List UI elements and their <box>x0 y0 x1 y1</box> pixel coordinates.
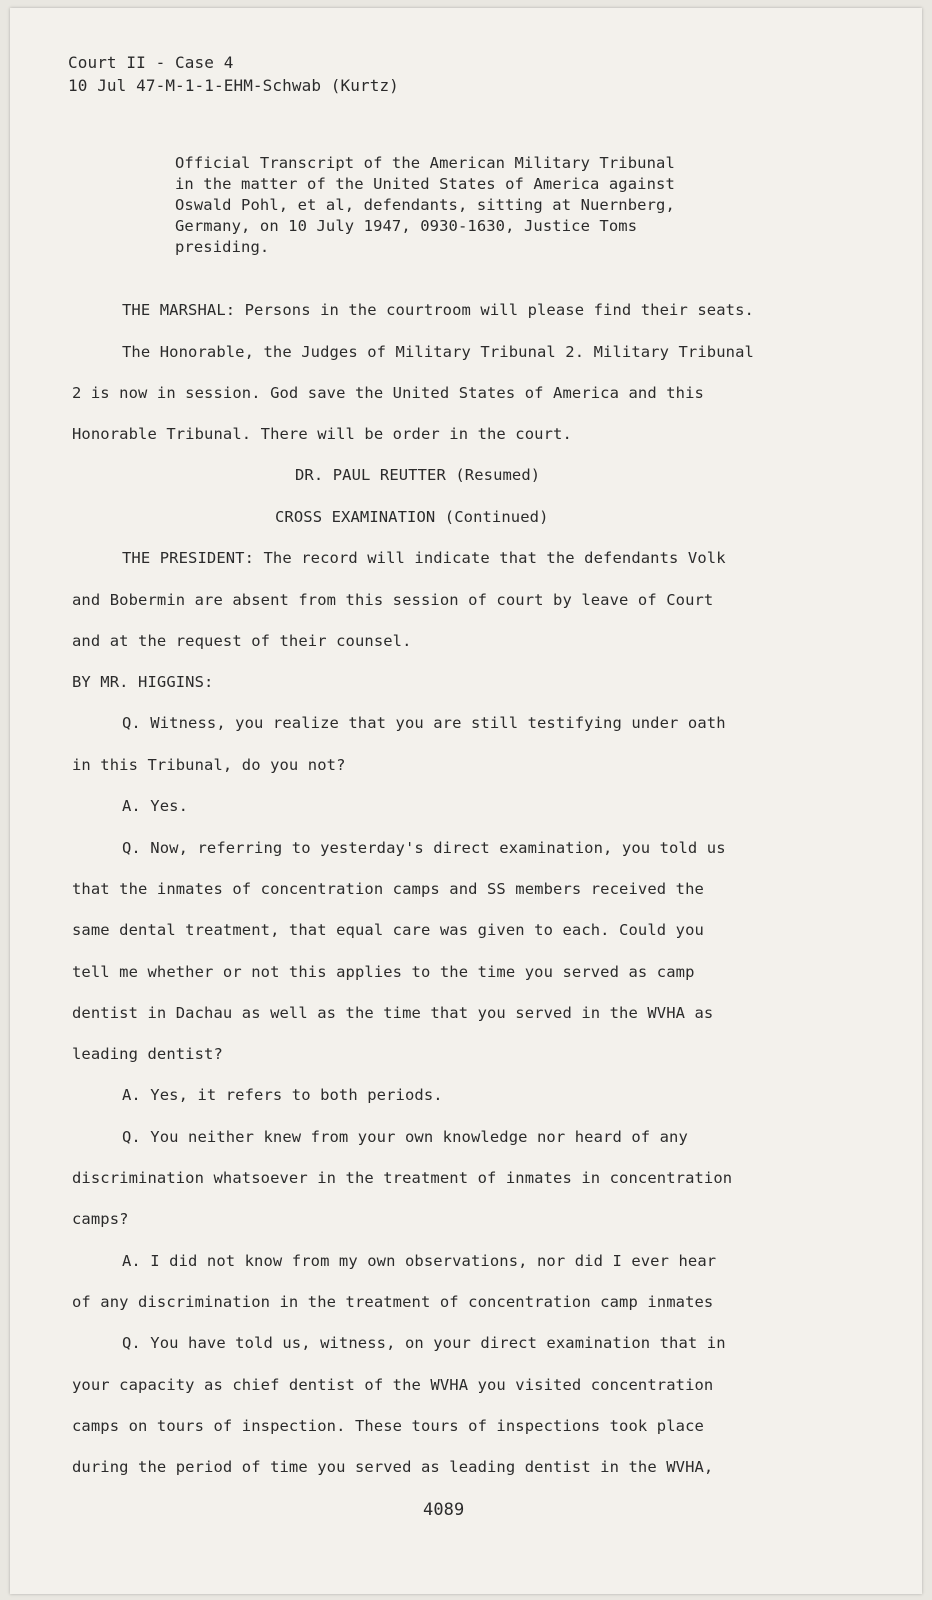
body-line: and Bobermin are absent from this session of court by leave of Court <box>72 591 714 609</box>
body-line: leading dentist? <box>72 1045 223 1063</box>
caption-line: presiding. <box>175 238 270 256</box>
examiner-heading: BY MR. HIGGINS: <box>72 673 214 691</box>
header-court-case: Court II - Case 4 <box>68 53 234 72</box>
body-line: and at the request of their counsel. <box>72 632 412 650</box>
body-line: Q. Now, referring to yesterday's direct examination, you told us <box>122 839 726 857</box>
body-line: Q. You have told us, witness, on your direct examination that in <box>122 1334 726 1352</box>
body-line: A. I did not know from my own observations, nor did I ever hear <box>122 1252 717 1270</box>
body-line: your capacity as chief dentist of the WVHA you visited concentration <box>72 1376 714 1394</box>
body-line: camps? <box>72 1210 129 1228</box>
body-line: The Honorable, the Judges of Military Tribunal 2. Military Tribunal <box>122 343 754 361</box>
caption-line: in the matter of the United States of America against <box>175 175 675 193</box>
body-line: that the inmates of concentration camps and SS members received the <box>72 880 704 898</box>
body-line: dentist in Dachau as well as the time that you served in the WVHA as <box>72 1004 714 1022</box>
examination-heading: CROSS EXAMINATION (Continued) <box>275 508 549 526</box>
body-line: A. Yes. <box>122 797 189 815</box>
caption-line: Oswald Pohl, et al, defendants, sitting at Nuernberg, <box>175 196 675 214</box>
body-line: of any discrimination in the treatment of concentration camp inmates <box>72 1293 714 1311</box>
body-line: A. Yes, it refers to both periods. <box>122 1086 443 1104</box>
body-line: discrimination whatsoever in the treatment of inmates in concentration <box>72 1169 733 1187</box>
header-session-code: 10 Jul 47-M-1-1-EHM-Schwab (Kurtz) <box>68 76 399 95</box>
body-line: Honorable Tribunal. There will be order in the court. <box>72 425 572 443</box>
caption-line: Germany, on 10 July 1947, 0930-1630, Justice Toms <box>175 217 638 235</box>
body-line: Q. Witness, you realize that you are still testifying under oath <box>122 714 726 732</box>
page-number: 4089 <box>423 1500 465 1520</box>
body-line: 2 is now in session. God save the United States of America and this <box>72 384 704 402</box>
body-line: in this Tribunal, do you not? <box>72 756 346 774</box>
body-line: tell me whether or not this applies to the time you served as camp <box>72 963 695 981</box>
transcript-page <box>10 8 922 1594</box>
body-line: same dental treatment, that equal care was given to each. Could you <box>72 921 704 939</box>
body-line: during the period of time you served as leading dentist in the WVHA, <box>72 1458 714 1476</box>
body-line: Q. You neither knew from your own knowledge nor heard of any <box>122 1128 688 1146</box>
body-line: THE PRESIDENT: The record will indicate that the defendants Volk <box>122 549 726 567</box>
body-line: camps on tours of inspection. These tours of inspections took place <box>72 1417 704 1435</box>
witness-heading: DR. PAUL REUTTER (Resumed) <box>295 466 541 484</box>
body-line: THE MARSHAL: Persons in the courtroom will please find their seats. <box>122 301 754 319</box>
caption-line: Official Transcript of the American Military Tribunal <box>175 154 675 172</box>
